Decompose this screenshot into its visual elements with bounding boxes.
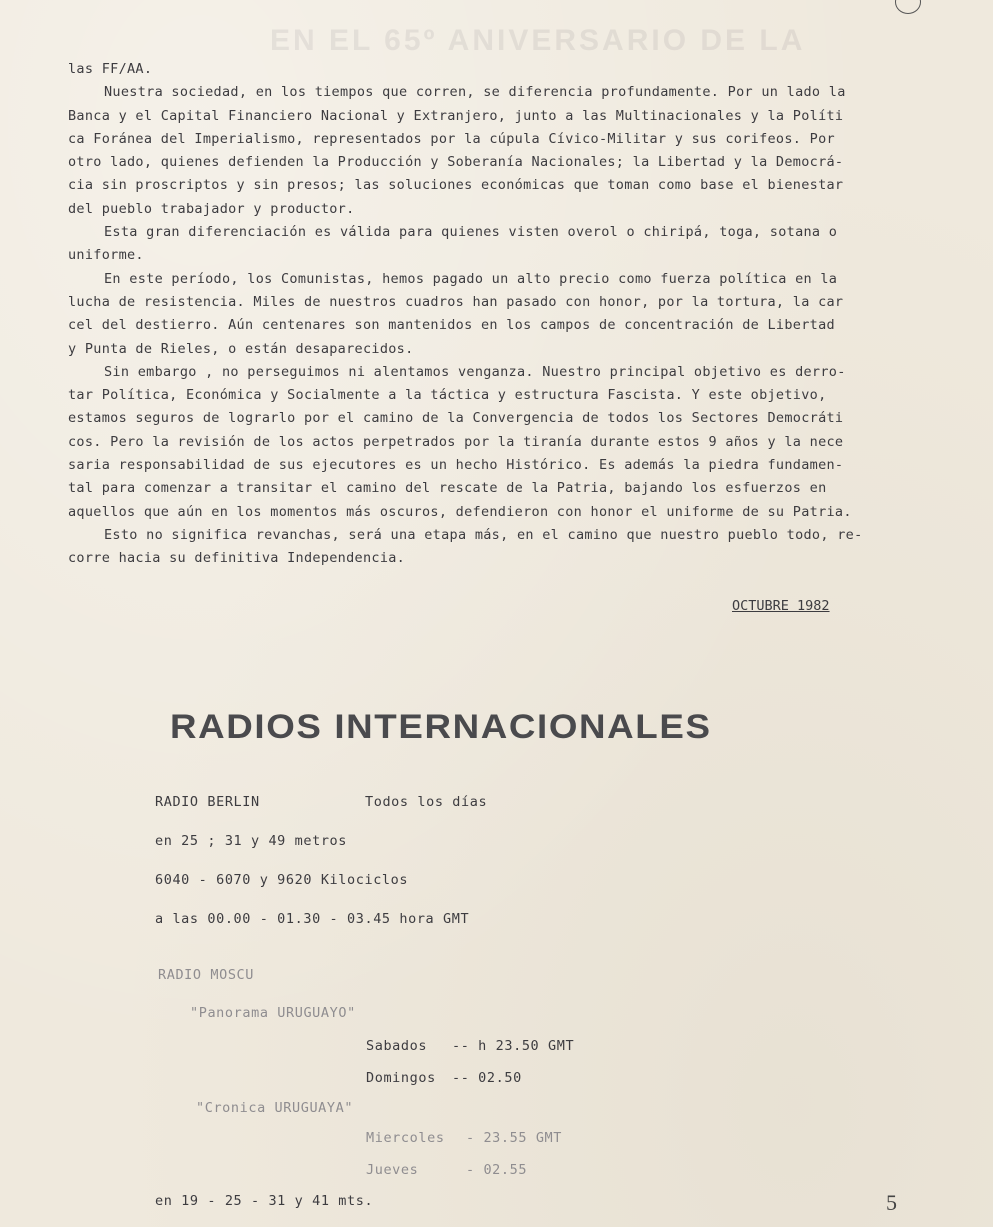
- text-line: cia sin proscriptos y sin presos; las soluciones económicas que toman como base el bienestar: [68, 177, 844, 194]
- radio-moscu-name: RADIO MOSCU: [158, 967, 255, 983]
- schedule-day: Domingos: [366, 1070, 436, 1086]
- section-heading: RADIOS INTERNACIONALES: [170, 708, 712, 746]
- text-line: Banca y el Capital Financiero Nacional y Extranjero, junto a las Multinacionales y la Políti: [68, 107, 844, 124]
- page-number: 5: [886, 1190, 897, 1215]
- text-line: aquellos que aún en los momentos más oscuros, defendieron con honor el uniforme de su Patria.: [68, 503, 852, 520]
- text-line: En este período, los Comunistas, hemos pagado un alto precio como fuerza política en la: [104, 270, 838, 287]
- main-paragraphs: [68, 58, 898, 571]
- text-line: y Punta de Rieles, o están desaparecidos.: [68, 340, 414, 357]
- text-line: saria responsabilidad de sus ejecutores es un hecho Histórico. Es además la piedra fundamen-: [68, 457, 844, 474]
- text-line: del pueblo trabajador y productor.: [68, 200, 355, 217]
- text-line: estamos seguros de lograrlo por el camino de la Convergencia de todos los Sectores Democráti: [68, 410, 844, 427]
- radio-berlin-frequencies: 6040 - 6070 y 9620 Kilociclos: [155, 872, 409, 888]
- schedule-day: Miercoles: [366, 1130, 445, 1146]
- text-line: tal para comenzar a transitar el camino del rescate de la Patria, bajando los esfuerzos en: [68, 480, 827, 497]
- corner-circle-mark: [895, 0, 921, 14]
- schedule-day: Jueves: [366, 1162, 419, 1178]
- schedule-time: -- 02.50: [452, 1070, 522, 1086]
- text-line: cel del destierro. Aún centenares son mantenidos en los campos de concentración de Libertad: [68, 317, 835, 334]
- radio-berlin-meters: en 25 ; 31 y 49 metros: [155, 833, 348, 849]
- text-line: Esta gran diferenciación es válida para quienes visten overol o chiripá, toga, sotana o: [104, 224, 838, 241]
- radio-berlin-days: Todos los días: [365, 794, 488, 810]
- text-line: las FF/AA.: [68, 61, 153, 77]
- schedule-time: - 02.55: [466, 1162, 528, 1178]
- text-line: lucha de resistencia. Miles de nuestros cuadros han pasado con honor, por la tortura, la car: [68, 293, 844, 310]
- schedule-time: -- h 23.50 GMT: [452, 1038, 575, 1054]
- document-date: OCTUBRE 1982: [732, 598, 830, 614]
- schedule-time: - 23.55 GMT: [466, 1130, 563, 1146]
- radio-moscu-bands: en 19 - 25 - 31 y 41 mts.: [155, 1193, 374, 1209]
- program-panorama-title: "Panorama URUGUAYO": [190, 1005, 356, 1021]
- radio-berlin-name: RADIO BERLIN: [155, 794, 260, 810]
- text-line: otro lado, quienes defienden la Producción y Soberanía Nacionales; la Libertad y la Democrá-: [68, 154, 844, 171]
- text-line: cos. Pero la revisión de los actos perpetrados por la tiranía durante estos 9 años y la nece: [68, 433, 844, 450]
- text-line: uniforme.: [68, 247, 144, 264]
- schedule-day: Sabados: [366, 1038, 428, 1054]
- text-line: corre hacia su definitiva Independencia.: [68, 550, 406, 567]
- text-line: Sin embargo , no perseguimos ni alentamos venganza. Nuestro principal objetivo es derro-: [104, 363, 846, 380]
- text-line: Nuestra sociedad, en los tiempos que corren, se diferencia profundamente. Por un lado la: [104, 84, 846, 101]
- bleed-through-title: EN EL 65º ANIVERSARIO DE LA: [270, 24, 806, 57]
- text-line: Esto no significa revanchas, será una etapa más, en el camino que nuestro pueblo todo, re-: [104, 526, 863, 543]
- radio-berlin-times: a las 00.00 - 01.30 - 03.45 hora GMT: [155, 911, 470, 927]
- program-cronica-title: "Cronica URUGUAYA": [196, 1100, 354, 1116]
- text-line: ca Foránea del Imperialismo, representados por la cúpula Cívico-Militar y sus corifeos. Por: [68, 130, 835, 147]
- text-line: tar Política, Económica y Socialmente a la táctica y estructura Fascista. Y este objetivo,: [68, 387, 827, 404]
